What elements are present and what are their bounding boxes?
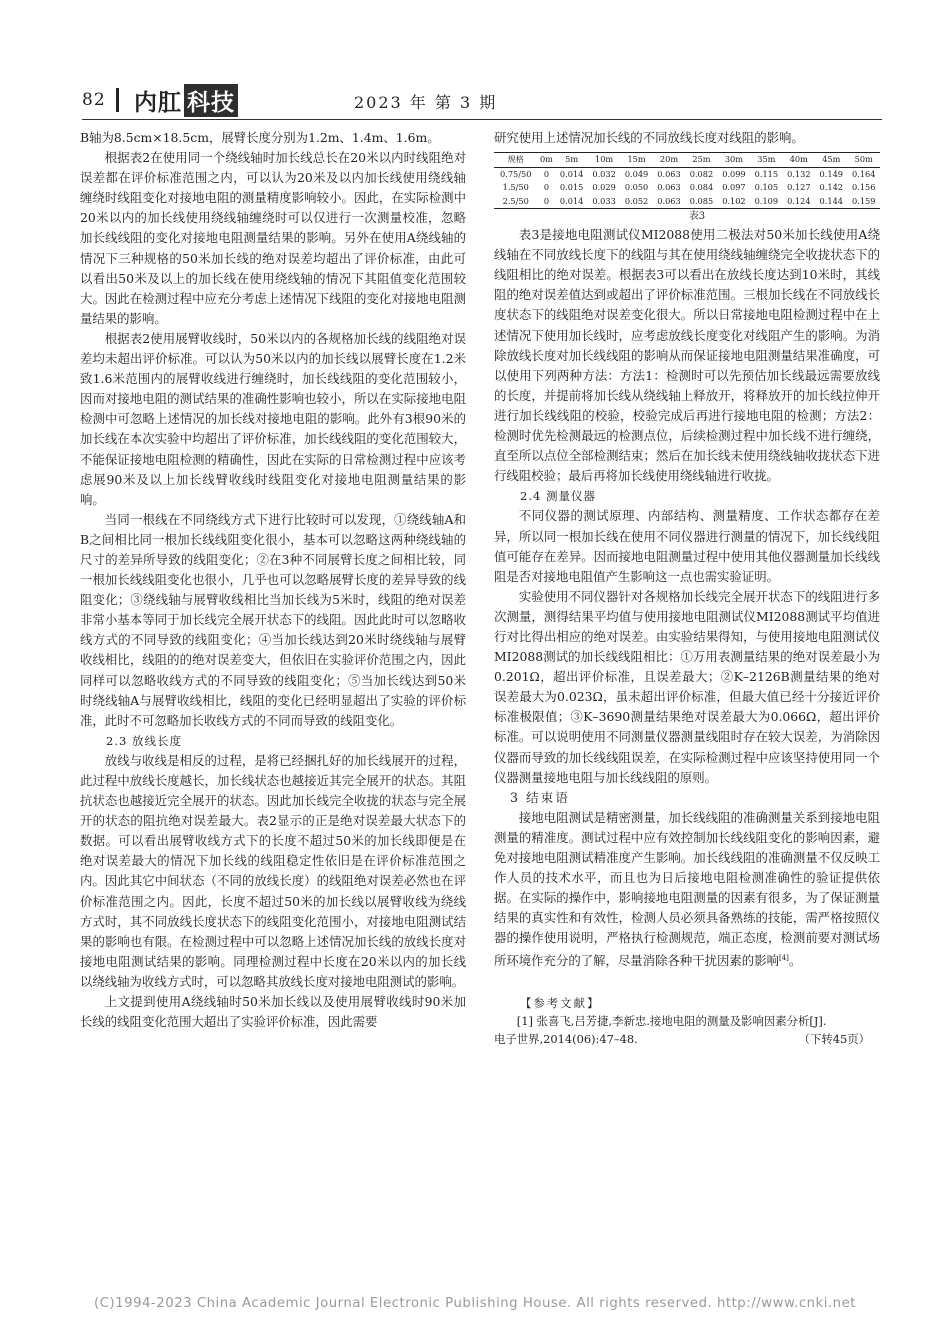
- table-cell: 0.144: [819, 195, 843, 206]
- references-title: 【参考文献】: [520, 995, 601, 1010]
- table-cell: 0.149: [819, 168, 843, 179]
- table-cell: 0.75/50: [500, 168, 532, 179]
- table-header-cell: 45m: [822, 154, 841, 165]
- paragraph-end: 。: [788, 953, 802, 969]
- left-column: [80, 128, 466, 1032]
- table-cell: 0.102: [722, 195, 746, 206]
- table-cell: 0.159: [852, 195, 876, 206]
- table-cell: 0.033: [592, 195, 616, 206]
- table-header-cell: 30m: [724, 154, 743, 165]
- table-cell: 0.032: [592, 168, 616, 179]
- section-heading: 3 结束语: [510, 789, 570, 805]
- page-header: [82, 88, 882, 114]
- section-heading: 2.3 放线长度: [106, 733, 182, 748]
- table-cell: 0.132: [787, 168, 811, 179]
- journal-logo-part2: 科技: [184, 84, 238, 117]
- table-header-cell: 5m: [565, 154, 579, 165]
- journal-logo: [134, 84, 238, 117]
- paragraph: 根据表2在使用同一个绕线轴时加长线总长在20米以内时线阻绝对误差都在评价标准范围之内，可以认为20米及以内加长线使用绕线轴缠绕时线阻变化对接地电阻的测量精度影响较小。因此，在实际检测中20米以内的加长线使用绕线轴缠绕时可以仅进行一次测量校准，忽略加长线线阻的变化对接地电阻测量结果的影响。另外在使用A绕线轴的情况下三种规格的50米加长线的绝对误差均超出了评价标准，由此可以看出50米及以上的加长线在使用绕线轴的情况下其阻值变化范围较大。因此在检测过程中应充分考虑上述情况下线阻的变化对接地电阻测量结果的影响。: [80, 150, 466, 326]
- journal-logo-part1: 内肛: [134, 90, 182, 116]
- table-header-cell: 25m: [692, 154, 711, 165]
- table-header-cell: 0m: [539, 154, 553, 165]
- table-cell: 0.085: [689, 195, 714, 206]
- paragraph: 根据表2使用展臂收线时，50米以内的各规格加长线的线阻绝对误差均未超出评价标准。可以认为50米以内的加长线以展臂长度在1.2米致1.6米范围内的展臂收线进行缠绕时，加长线线阻的变化范围较小，因而对接地电阻的测试结果的准确性影响也较小，所以在实际接地电阻检测中可忽略上述情况的加长线对接地电阻的影响。此外有3根90米的加长线在本次实验中均超出了评价标准，加长线线阻的变化范围较大，不能保证接地电阻检测的精确性，因此在实际的日常检测过程中应该考虑展90米及以上加长线臂收线时线阻变化对接地电阻测量结果的影响。: [80, 330, 466, 507]
- table-cell: 0.115: [754, 168, 779, 179]
- table-header-cell: 35m: [757, 154, 776, 165]
- table-cell: 0.099: [722, 168, 746, 179]
- table-header-cell: 15m: [627, 154, 646, 165]
- table-cell: 0.063: [657, 182, 681, 193]
- section-heading: 2.4 测量仪器: [520, 489, 596, 504]
- header-rule: [82, 119, 882, 120]
- table-cell: 2.5/50: [502, 195, 529, 206]
- data-table: [494, 152, 880, 209]
- paragraph: 实验使用不同仪器针对各规格加长线完全展开状态下的线阻进行多次测量，测得结果平均值与使用接地电阻测试仪MI2088测试平均值进行对比得出相应的绝对误差。由实验结果得知，与使用接地电阻测试仪MI2088测试的加长线线阻相比：①万用表测量结果的绝对误差最小为0.201Ω，超出评价标准，且误差最大；②K–2126B测量结果的绝对误差最大为0.023Ω，虽未超出评价标准，但最大值已经十分接近评价标准极限值；③K–3690测量结果绝对误差最大为0.066Ω，超出评价标准。可以说明使用不同测量仪器测量线阻时存在较大误差，为消除因仪器而导致的加长线线阻误差，在实际检测过程中应该坚持使用同一个仪器测量接地电阻与加长线线阻的原则。: [494, 588, 880, 785]
- table-cell: 0.063: [657, 168, 681, 179]
- paragraph: 上文提到使用A绕线轴时50米加长线以及使用展臂收线时90米加长线的线阻变化范围大超出了实验评价标准，因此需要: [80, 994, 466, 1030]
- table-cell: 0.127: [787, 182, 811, 193]
- table-header-cell: 40m: [789, 154, 808, 165]
- table-cell: 0.124: [787, 195, 811, 206]
- table-cell: 0.097: [722, 182, 746, 193]
- table-cell: 0.164: [852, 168, 876, 179]
- table-cell: 0: [543, 168, 550, 179]
- table-cell: 0: [543, 195, 550, 206]
- table-row: [494, 195, 880, 209]
- reference-item-continued: [494, 1030, 880, 1048]
- table-cell: 0.050: [624, 182, 649, 193]
- citation-marker: [4]: [778, 954, 789, 963]
- header-divider: [116, 88, 119, 112]
- table-row: [494, 181, 880, 195]
- paragraph: 研究使用上述情况加长线的不同放线长度对线阻的影响。: [494, 130, 804, 145]
- table-cell: 0.082: [689, 168, 714, 179]
- table-header-cell: 50m: [854, 154, 873, 165]
- table-row: [494, 167, 880, 181]
- references: [494, 994, 880, 1048]
- table-cell: 0.063: [657, 195, 681, 206]
- reference-source: 电子世界,2014(06):47–48.: [494, 1031, 638, 1046]
- table-cell: 0.084: [689, 182, 714, 193]
- table-cell: 0.029: [592, 182, 616, 193]
- paragraph-text: 接地电阻测试是精密测量，加长线线阻的准确测量关系到接地电阻测量的精准度。测试过程中应有效控制加长线线阻变化的影响因素，避免对接地电阻测试精准度产生影响。加长线线阻的准确测量不仅反映工作人员的技术水平，而且也为日后接地电阻检测准确性的验证提供依据。在实际的操作中，影响接地电阻测量的因素有很多，为了保证测量结果的真实性和有效性，检测人员必须具备熟练的技能，需严格按照仪器的操作使用说明，严格执行检测规范，端正态度，检测前要对测试场所环境作充分的了解，尽量消除各种干扰因素的影响: [494, 809, 880, 969]
- table-cell: 0.014: [559, 168, 584, 179]
- paragraph: 不同仪器的测试原理、内部结构、测量精度、工作状态都存在差异，所以同一根加长线在使用不同仪器进行测量的情况下，加长线线阻值可能存在差异。因而接地电阻测量过程中使用其他仪器测量加长线线阻是否对接地电阻值产生影响这一点也需实验证明。: [494, 508, 880, 584]
- copyright-footer: (C)1994-2023 China Academic Journal Electronic Publishing House. All rights reserved. http://www.cnki.net: [93, 1296, 857, 1311]
- continued-note: （下转45页）: [798, 1031, 870, 1046]
- right-column: [494, 128, 880, 1048]
- paragraph: 当同一根线在不同绕线方式下进行比较时可以发现，①绕线轴A和B之间相比同一根加长线线阻变化很小，基本可以忽略这两种绕线轴的尺寸的差异所导致的线阻变化；②在3种不同展臂长度之间相比较，同一根加长线线阻变化也很小，几乎也可以忽略展臂长度的差异导致的线阻变化；③绕线轴与展臂收线相比当加长线为5米时，线阻的绝对误差非常小基本等同于加长线完全展开状态下的线阻。因此此时可以忽略收线方式的不同导致的线阻变化；④当加长线达到20米时绕线轴与展臂收线相比，线阻的的绝对误差变大，但依旧在实验评价范围之内，因此同样可以忽略收线方式的不同导致的线阻变化；⑤当加长线达到50米时绕线轴A与展臂收线相比，线阻的变化已经明显超出了实验的评价标准，此时不可忽略加长收线方式的不同而导致的线阻变化。: [80, 511, 466, 728]
- issue-label: 2023 年 第 3 期: [354, 93, 498, 112]
- paragraph: 表3是接地电阻测试仪MI2088使用二极法对50米加长线使用A绕线轴在不同放线长度下的线阻与其在使用绕线轴缠绕完全收拢状态下的线阻相比的绝对误差。根据表3可以看出在放线长度达到10米时，其线阻的绝对误差值达到或超出了评价标准范围。三根加长线在不同放线长度状态下的线阻绝对误差变化很大。所以日常接地电阻检测过程中在上述情况下使用加长线时，应考虑放线长度变化对线阻产生的影响。为消除放线长度对加长线线阻的影响从而保证接地电阻测量结果准确度，可以使用下列两种方法：方法1：检测时可以先预估加长线最远需要放线的长度，并提前将加长线从绕线轴上释放开，将释放开的加长线拉伸开进行加长线线阻的校验，校验完成后再进行接地电阻的检测；方法2：检测时优先检测最远的检测点位，后续检测过程中加长线不进行缠绕，直至所以点位全部检测结束；然后在加长线未使用绕线轴收拢状态下进行线阻校验；最后再将加长线使用绕线轴进行收拢。: [494, 227, 880, 484]
- table-cell: 0.156: [852, 182, 876, 193]
- table-header-cell: 20m: [659, 154, 679, 165]
- table-cell: 0: [543, 182, 550, 193]
- table-header-row: [494, 153, 880, 168]
- reference-item: [1] 张喜飞,吕芳捷,李新忠.接地电阻的测量及影响因素分析[J].: [516, 1013, 827, 1028]
- paragraph: 放线与收线是相反的过程，是将已经捆扎好的加长线展开的过程，此过程中放线长度越长，加长线状态也越接近其完全展开的状态。其阻抗状态也越接近完全展开的状态。因此加长线完全收拢的状态与完全展开的状态的阻抗绝对误差最大。表2显示的正是绝对误差最大状态下的数据。可以看出展臂收线方式下的长度不超过50米的加长线即便是在绝对误差最大的情况下加长线的线阻稳定性依旧是在评价标准范围之内。因此其它中间状态（不同的放线长度）的线阻绝对误差必然也在评价标准范围之内。因此，长度不超过50米的加长线以展臂收线为绕线方式时，其不同放线长度状态下的线阻变化范围小，对接地电阻测试结果的影响也有限。在检测过程中可以忽略上述情况加长线的放线长度对接地电阻测试结果的影响。同理检测过程中长度在20米以内的加长线以绕线轴为收线方式时，可以忽略其放线长度对接地电阻测试的影响。: [80, 752, 466, 989]
- table-cell: 0.049: [624, 168, 649, 179]
- table-header-cell: 规格: [507, 154, 524, 165]
- table-header-cell: 10m: [595, 154, 614, 165]
- table-cell: 0.015: [559, 182, 584, 193]
- table-caption: 表3: [688, 211, 706, 223]
- table-cell: 0.109: [754, 195, 779, 206]
- table-cell: 1.5/50: [502, 182, 529, 193]
- page-number: 82: [82, 90, 106, 110]
- table-cell: 0.052: [624, 195, 649, 206]
- paragraph: [494, 808, 880, 972]
- paragraph: B轴为8.5cm×18.5cm，展臂长度分别为1.2m、1.4m、1.6m。: [80, 130, 440, 145]
- table-cell: 0.014: [559, 195, 584, 206]
- table-cell: 0.142: [819, 182, 843, 193]
- table-cell: 0.105: [754, 182, 779, 193]
